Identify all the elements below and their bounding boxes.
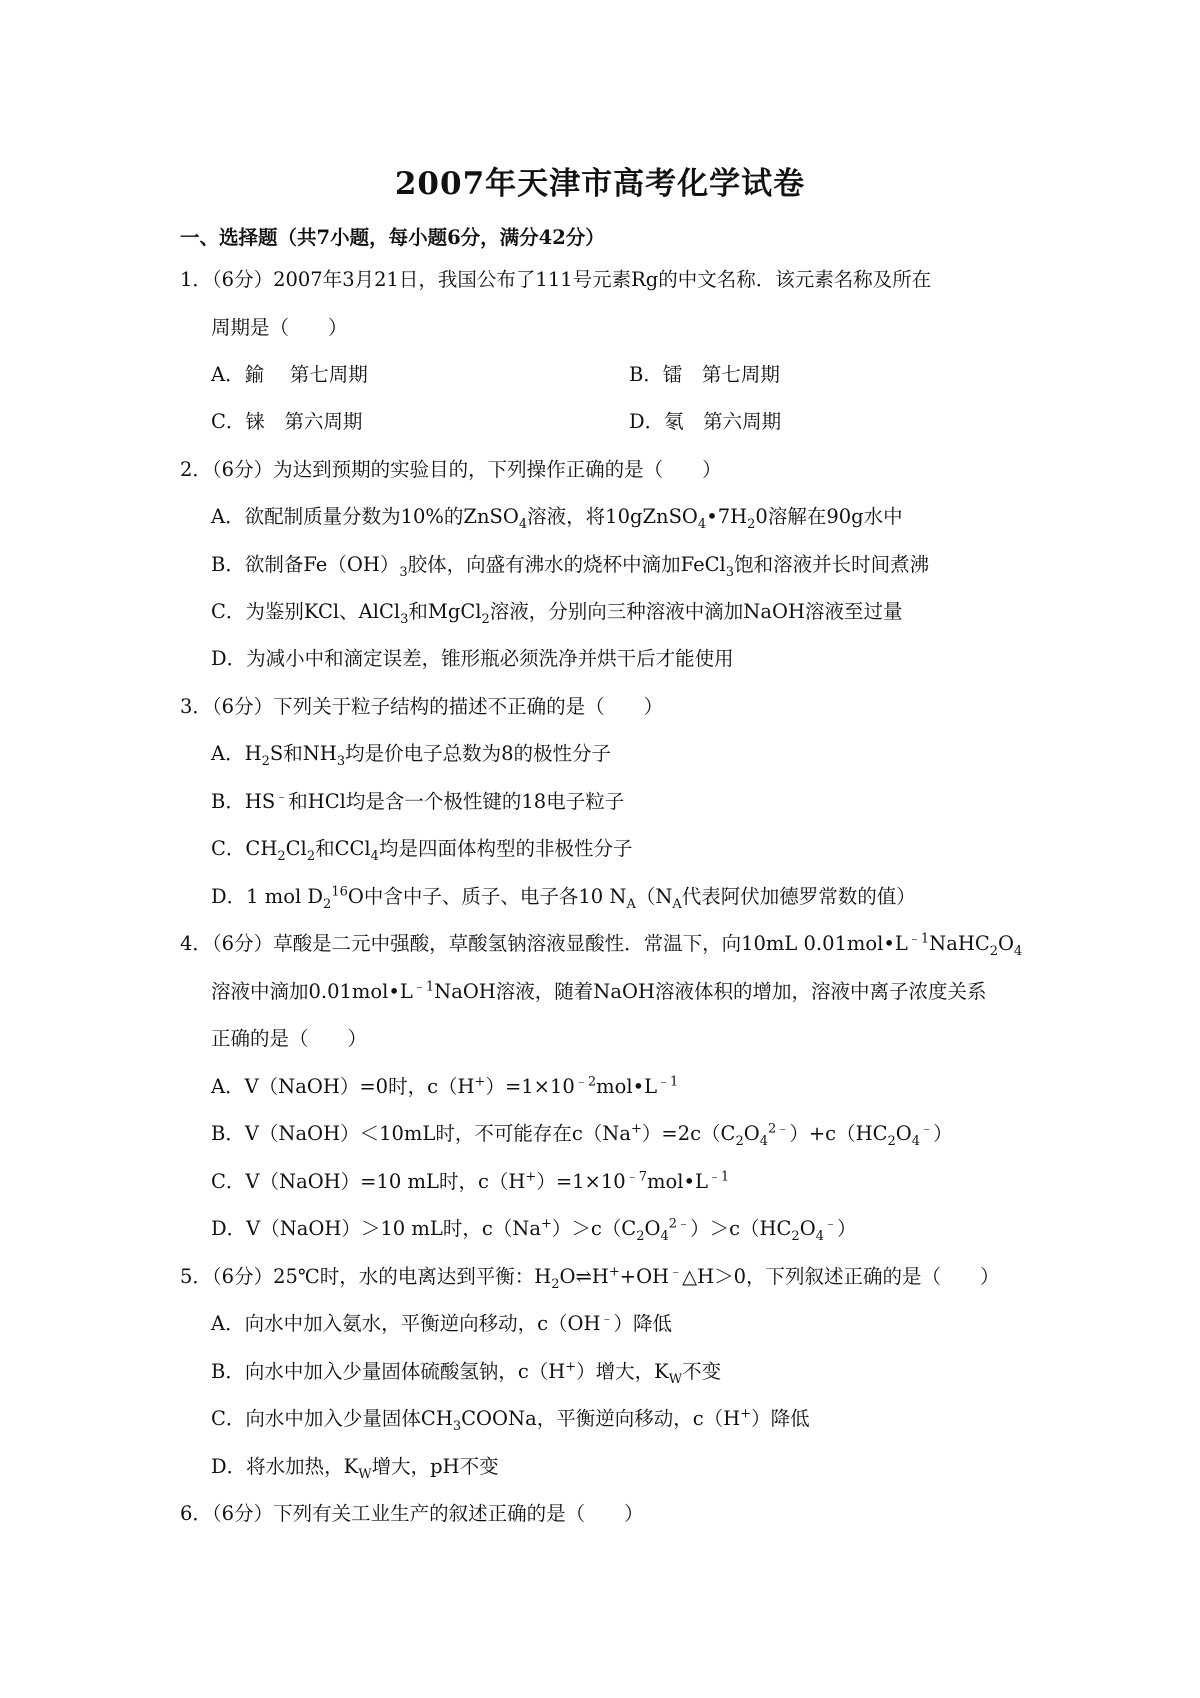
q5-option-d: D．将水加热，$K_W$增大，pH不变 [211,1455,499,1482]
q3-option-a: A．$H_2S$和$NH_3$均是价电子总数为8的极性分子 [211,742,612,769]
q3-option-c: C．$CH_2Cl_2$和CCl$_4$均是四面体构型的非极性分子 [211,837,633,864]
q1-option-a: A．鍮 第七周期 [211,363,368,386]
question-2-stem: 2．（6分）为达到预期的实验目的，下列操作正确的是（ ） [180,458,722,481]
question-3-stem: 3．（6分）下列关于粒子结构的描述不正确的是（ ） [180,695,664,718]
section-heading: 一、选择题（共7小题，每小题6分，满分42分） [180,226,605,249]
q5-option-a: A．向水中加入氨水，平衡逆向移动，c（OH﹣）降低 [211,1311,673,1335]
q2-option-c: C．为鉴别KCl、AlCl$_3$和MgCl$_2$溶液，分别向三种溶液中滴加NaOH溶液至过量 [211,600,903,627]
q2-option-a: A．欲配制质量分数为10%的ZnSO$_4$溶液，将$10gZnSO_4•7H_20$溶解在90g水中 [211,505,903,532]
question-1-stem: 1．（6分）2007年3月21日，我国公布了111号元素Rg的中文名称．该元素名称及所在 [180,268,932,291]
q1-option-d: D．氡 第六周期 [629,410,782,433]
q3-option-d: D．1 mol $D_2^{16}O$中含中子、质子、电子各10 $N_A(N_A$代表阿伏加德罗常数的值） [211,884,916,912]
q5-option-b: B．向水中加入少量固体硫酸氢钠，c（H+）增大，$K_W$不变 [211,1359,722,1387]
q5-option-c: C．向水中加入少量固体$CH_3COONa$，平衡逆向移动，c（H+）降低 [211,1406,810,1434]
q4-option-d: D．V（NaOH）＞10 mL时，$c(Na^+)>c(C_2O_4^{2﹣})>c(HC_2O_4^﹣)$ [211,1216,857,1244]
page-title: 2007年天津市高考化学试卷 [394,166,806,202]
q1-option-b: B．镭 第七周期 [629,363,780,386]
question-6-stem: 6．（6分）下列有关工业生产的叙述正确的是（ ） [180,1502,644,1525]
question-4-stem-cont2: 正确的是（ ） [211,1027,368,1050]
q1-option-c: C．铼 第六周期 [211,410,363,433]
question-1-stem-cont: 周期是（ ） [211,316,348,339]
q4-option-b: B．V（NaOH）＜10mL时，不可能存在$c(Na^+)=2c(C_2O_4^{2﹣})+c(HC_2O_4^﹣)$ [211,1121,953,1149]
question-4-stem-cont: 溶液中滴加$0.01mol•L^{﹣1}NaOH$溶液，随着NaOH溶液体积的增加，溶液中离子浓度关系 [211,979,987,1003]
question-4-stem: 4．（6分）草酸是二元中强酸，草酸氢钠溶液显酸性．常温下，向10mL $0.01mol•L^{﹣1}NaHC_2O_4$ [180,931,1023,959]
q4-option-c: C．V（NaOH）=10 mL时，$c(H^+)=1\times 10^{﹣7}mol•L^{﹣1}$ [211,1169,730,1193]
question-5-stem: 5．（6分）25℃时，水的电离达到平衡：$H_2O\rightleftharpoons H^++OH^﹣\triangle H>0$，下列叙述正确的是（ ） [180,1264,1000,1292]
q2-option-b: B．欲制备$Fe(OH)_3$胶体，向盛有沸水的烧杯中滴加FeCl$_3$饱和溶液并长时间煮沸 [211,553,930,580]
q4-option-a: A．V（NaOH）=0时，$c(H^+)=1\times 10^{﹣2}mol•L^{﹣1}$ [211,1074,679,1098]
q3-option-b: B．HS﹣和HCl均是含一个极性键的18电子粒子 [211,789,625,813]
q2-option-d: D．为减小中和滴定误差，锥形瓶必须洗净并烘干后才能使用 [211,647,734,670]
